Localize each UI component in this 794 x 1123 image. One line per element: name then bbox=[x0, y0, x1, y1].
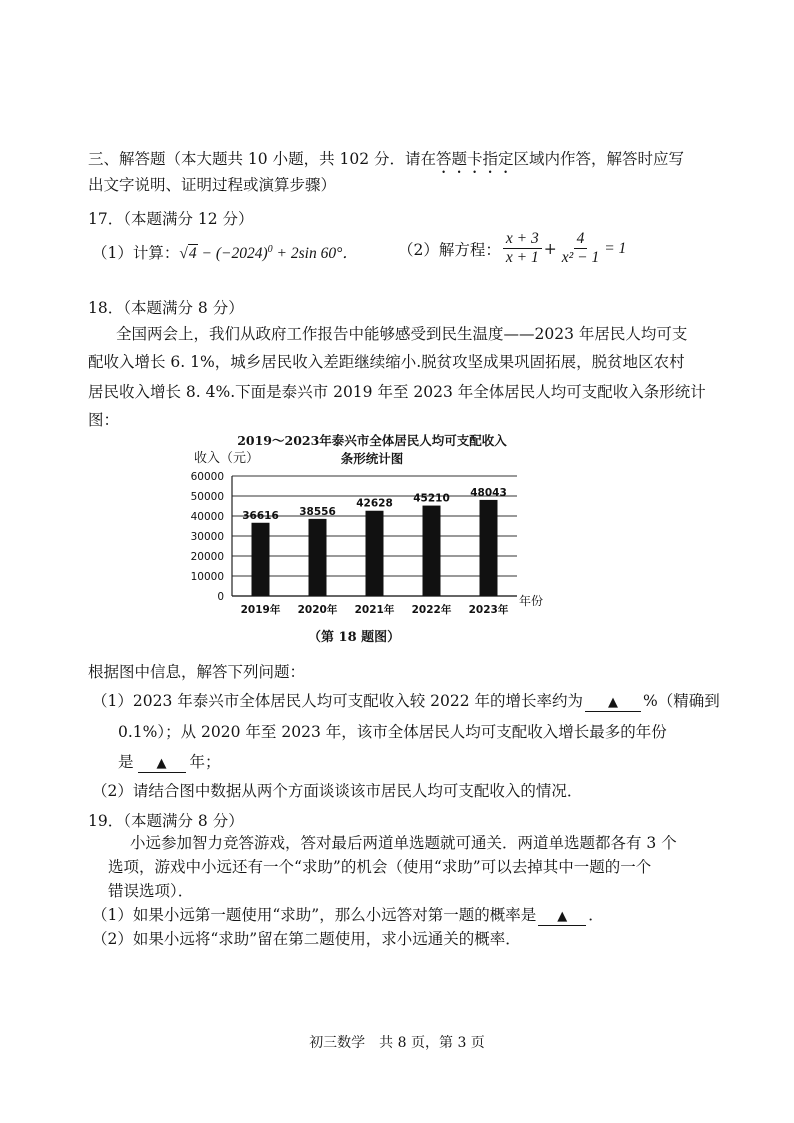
y-tick-label: 0 bbox=[217, 591, 224, 603]
section-heading-line2: 出文字说明、证明过程或演算步骤） bbox=[88, 176, 337, 194]
q19-title: 19．（本题满分 8 分） bbox=[88, 812, 244, 830]
x-axis-label: 年份 bbox=[519, 594, 544, 608]
bar bbox=[423, 506, 441, 596]
y-tick-label: 50000 bbox=[190, 491, 224, 503]
x-tick-label: 2023年 bbox=[468, 604, 509, 616]
fraction-2-numerator: 4 bbox=[574, 230, 588, 249]
q17-expr-exp: 0 bbox=[267, 243, 273, 255]
q19-paragraph-line1: 小远参加智力竞答游戏，答对最后两道单选题就可通关．两道单选题都各有 3 个 bbox=[130, 834, 677, 852]
q18-paragraph-line1: 全国两会上，我们从政府工作报告中能够感受到民生温度——2023 年居民人均可支 bbox=[116, 325, 688, 343]
q18-paragraph-line2: 配收入增长 6. 1%，城乡居民收入差距继续缩小.脱贫攻坚成果巩固拓展，脱贫地区农村 bbox=[88, 353, 685, 371]
bar bbox=[309, 519, 327, 596]
q17-sqrt-radicand: 4 bbox=[188, 245, 197, 262]
equation-rhs: = 1 bbox=[604, 239, 627, 257]
plus-sign: + bbox=[543, 239, 557, 258]
q18-paragraph-line3: 居民收入增长 8. 4%.下面是泰兴市 2019 年至 2023 年全体居民人均可支配收入条形统计 bbox=[88, 383, 706, 401]
q19-part1-text: （1）如果小远第一题使用“求助”，那么小远答对第一题的概率是 bbox=[92, 906, 537, 924]
y-tick-label: 30000 bbox=[190, 531, 224, 543]
q18-part1-line1 bbox=[92, 689, 720, 712]
q18-intro: 根据图中信息，解答下列问题： bbox=[88, 663, 306, 681]
q19-part2: （2）如果小远将“求助”留在第二题使用，求小远通关的概率． bbox=[92, 930, 521, 948]
chart-caption: （第 18 题图） bbox=[308, 630, 401, 645]
q17-part1-label: （1）计算： bbox=[92, 244, 180, 262]
q17-fraction-2 bbox=[559, 230, 603, 267]
bar-value-label: 38556 bbox=[299, 505, 336, 518]
x-tick-label: 2020年 bbox=[297, 604, 338, 616]
fraction-1-numerator: x + 3 bbox=[503, 230, 542, 249]
q18-part2: （2）请结合图中数据从两个方面谈谈该市居民人均可支配收入的情况． bbox=[92, 782, 583, 800]
y-tick-label: 60000 bbox=[190, 471, 224, 483]
q17-title: 17．（本题满分 12 分） bbox=[88, 210, 254, 228]
page-footer: 初三数学 共 8 页，第 3 页 bbox=[309, 1035, 485, 1051]
bar bbox=[366, 511, 384, 596]
q18-part1-line2: 0.1%）；从 2020 年至 2023 年，该市全体居民人均可支配收入增长最多的年份 bbox=[118, 723, 667, 741]
q18-answer-blank-2[interactable]: ▲ bbox=[138, 756, 186, 773]
bar-value-label: 42628 bbox=[356, 497, 393, 510]
y-tick-label: 20000 bbox=[190, 551, 224, 563]
q18-part1-text-c: 是 bbox=[118, 753, 134, 771]
chart-title: 2019～2023年泰兴市全体居民人均可支配收入 bbox=[237, 433, 507, 448]
q18-part1-text-b: %（精确到 bbox=[643, 692, 720, 710]
q19-answer-blank[interactable]: ▲ bbox=[538, 909, 586, 926]
q17-part1-expression: $√4 - (-2024)^0 + 2\sin$ 60°． bbox=[179, 243, 358, 262]
chart-y-axis-label: 收入（元） bbox=[194, 451, 260, 466]
section-heading-text-a: 三、解答题（本大题共 10 小题，共 102 分．请在 bbox=[88, 150, 437, 168]
fraction-1-denominator: x + 1 bbox=[505, 249, 539, 266]
y-tick-label: 10000 bbox=[190, 571, 224, 583]
q17-expr-b: − (−2024) bbox=[197, 245, 268, 262]
q18-part1-text-a: （1）2023 年泰兴市全体居民人均可支配收入较 2022 年的增长率约为 bbox=[92, 692, 584, 710]
bar-value-label: 45210 bbox=[413, 492, 450, 505]
q18-answer-blank-1[interactable]: ▲ bbox=[585, 695, 641, 712]
q18-paragraph-line4: 图： bbox=[88, 411, 120, 429]
x-tick-label: 2019年 bbox=[240, 604, 281, 616]
q17-part2 bbox=[398, 230, 626, 267]
section-heading-emphasis: 答题卡指定 bbox=[436, 150, 514, 168]
q19-part1-end: ． bbox=[588, 906, 604, 924]
y-tick-label: 40000 bbox=[190, 511, 224, 523]
q19-part1 bbox=[92, 903, 604, 926]
q18-part1-line3 bbox=[118, 750, 221, 773]
q19-paragraph-line3: 错误选项）． bbox=[108, 882, 194, 900]
q18-part1-text-d: 年； bbox=[189, 753, 221, 771]
bar-value-label: 48043 bbox=[470, 486, 507, 499]
bar bbox=[480, 500, 498, 596]
bar-value-label: 36616 bbox=[242, 509, 279, 522]
q17-part1 bbox=[92, 241, 358, 263]
q17-expr-c: + 2sin 60°． bbox=[272, 245, 358, 262]
q18-title: 18．（本题满分 8 分） bbox=[88, 299, 244, 317]
x-tick-label: 2021年 bbox=[354, 604, 395, 616]
q19-paragraph-line2: 选项，游戏中小远还有一个“求助”的机会（使用“求助”可以去掉其中一题的一个 bbox=[108, 858, 652, 876]
bar-chart bbox=[185, 466, 565, 621]
bar bbox=[252, 523, 270, 596]
q17-part2-label: （2）解方程： bbox=[398, 240, 501, 259]
x-tick-label: 2022年 bbox=[411, 604, 452, 616]
fraction-2-denominator: x² − 1 bbox=[561, 249, 600, 266]
chart-subtitle: 条形统计图 bbox=[340, 451, 404, 466]
q17-fraction-1 bbox=[503, 230, 542, 267]
section-heading-text-b: 区域内作答，解答时应写 bbox=[513, 150, 685, 168]
